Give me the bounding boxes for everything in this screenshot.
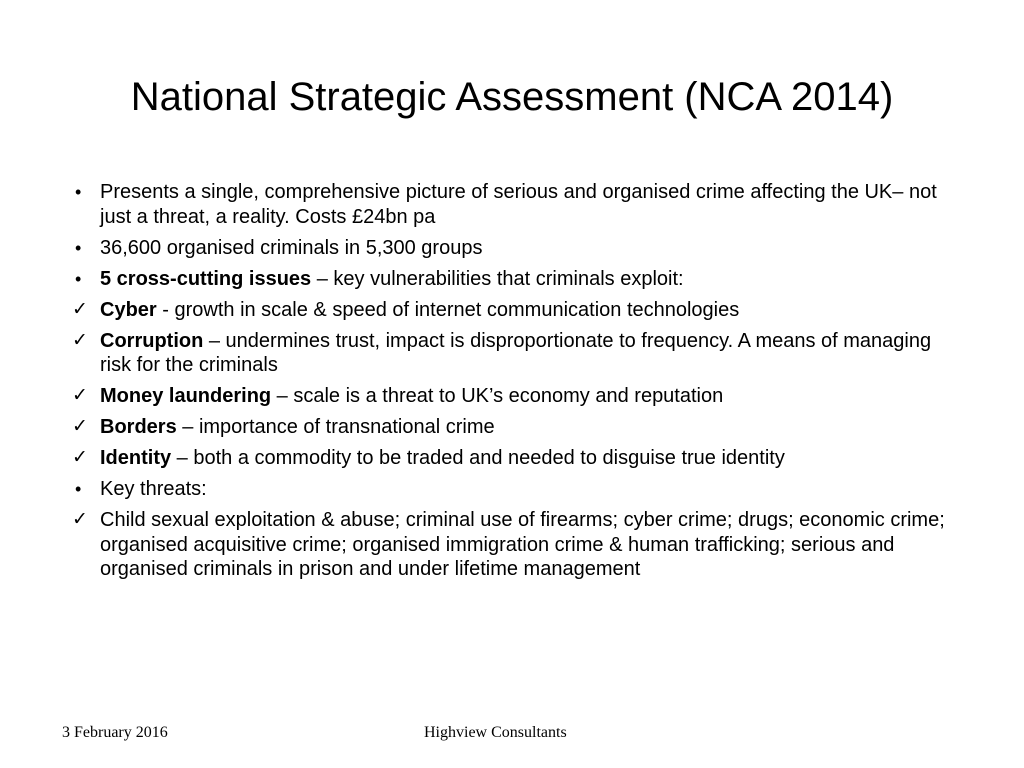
list-item	[70, 384, 960, 409]
item-bold-label: Borders	[100, 416, 177, 438]
item-text: – scale is a threat to UK’s economy and reputation	[271, 385, 724, 407]
item-bold-label: Corruption	[100, 329, 204, 352]
footer-date: 3 February 2016	[62, 724, 168, 741]
item-text: Presents a single, comprehensive picture of serious and organised crime affecting the UK– not just a threat, a reality. Costs £24bn pa	[100, 181, 937, 228]
footer-company: Highview Consultants	[424, 724, 567, 741]
item-text: – importance of transnational crime	[176, 416, 495, 438]
slide-title: National Strategic Assessment (NCA 2014)	[130, 75, 894, 119]
checkmark-icon: ✓	[72, 329, 88, 351]
list-item	[70, 236, 960, 261]
item-text: – both a commodity to be traded and needed to disguise true identity	[171, 447, 785, 469]
item-bold-label: 5 cross-cutting issues	[100, 267, 312, 290]
item-text: 36,600 organised criminals in 5,300 groups	[100, 236, 483, 259]
item-text: Child sexual exploitation & abuse; criminal use of firearms; cyber crime; drugs; economic crime; organised acquisitive crime; organised immigration crime & human trafficking; serious and organised criminals in prison and under lifetime management	[100, 509, 945, 580]
bullet-icon: •	[75, 182, 82, 202]
bullet-icon: •	[75, 237, 82, 258]
checkmark-icon: ✓	[72, 509, 88, 530]
item-text: - growth in scale & speed of internet communication technologies	[156, 298, 740, 321]
item-text: Key threats:	[100, 478, 207, 500]
list-item	[70, 508, 960, 582]
bullet-list	[70, 180, 960, 588]
bullet-icon: •	[75, 268, 82, 289]
list-item	[70, 446, 960, 471]
bullet-icon: •	[75, 479, 82, 499]
list-item	[70, 180, 960, 229]
item-bold-label: Cyber	[100, 298, 157, 321]
checkmark-icon: ✓	[72, 298, 88, 320]
list-item	[70, 298, 960, 323]
checkmark-icon: ✓	[72, 416, 88, 437]
item-text: – key vulnerabilities that criminals exploit:	[311, 267, 684, 290]
item-text: – undermines trust, impact is disproportionate to frequency. A means of managing risk for the criminals	[100, 329, 932, 376]
item-bold-label: Identity	[100, 447, 172, 469]
checkmark-icon: ✓	[72, 447, 88, 468]
list-item	[70, 329, 960, 378]
list-item	[70, 477, 960, 502]
checkmark-icon: ✓	[72, 385, 88, 406]
list-item	[70, 415, 960, 440]
item-bold-label: Money laundering	[100, 385, 272, 407]
list-item	[70, 267, 960, 292]
